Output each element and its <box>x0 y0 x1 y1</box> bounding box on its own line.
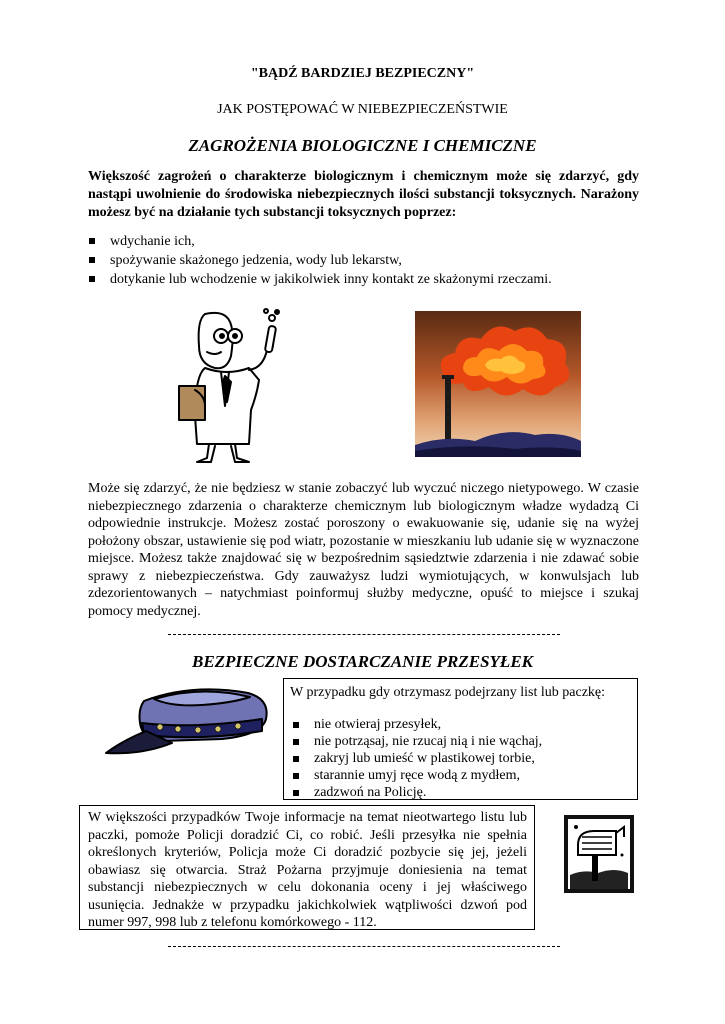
document-title: "BĄDŹ BARDZIEJ BEZPIECZNY" <box>250 66 475 81</box>
section-heading-hazards: ZAGROŻENIA BIOLOGICZNE I CHEMICZNE <box>188 136 537 155</box>
mail-instructions-list <box>292 716 542 801</box>
document-subtitle: JAK POSTĘPOWAĆ W NIEBEZPIECZEŃSTWIE <box>217 102 508 117</box>
suspicious-mail-box <box>283 678 638 800</box>
box-lead-text: W przypadku gdy otrzymasz podejrzany list lub paczkę: <box>290 685 606 700</box>
separator <box>168 946 560 947</box>
list-item: zakryj lub umieść w plastikowej torbie, <box>292 750 542 767</box>
police-advice-box <box>79 805 535 930</box>
list-item: starannie umyj ręce wodą z mydłem, <box>292 767 542 784</box>
police-cap-illustration <box>102 683 278 759</box>
list-item: nie potrząsaj, nie rzucaj nią i nie wąchaj, <box>292 733 542 750</box>
list-item: zadzwoń na Policję. <box>292 784 542 801</box>
list-item: wdychanie ich, <box>88 232 648 251</box>
list-item: spożywanie skażonego jedzenia, wody lub lekarstw, <box>88 251 648 270</box>
exposure-list <box>88 232 648 289</box>
section-heading-mail: BEZPIECZNE DOSTARCZANIE PRZESYŁEK <box>191 652 533 671</box>
list-item: nie otwieraj przesyłek, <box>292 716 542 733</box>
separator <box>168 634 560 635</box>
list-item: dotykanie lub wchodzenie w jakikolwiek inny kontakt ze skażonymi rzeczami. <box>88 270 648 289</box>
scientist-illustration <box>165 306 295 468</box>
mailbox-illustration <box>564 815 634 893</box>
hazard-info-paragraph: Może się zdarzyć, że nie będziesz w stanie zobaczyć lub wyczuć niczego nietypowego. W czasie niebezpiecznego zdarzenia o charakterze chemicznym lub biologicznym władze wydadzą Ci odpowiednie instrukcje. Możesz zostać poroszony o ewakuowanie się, udanie się na wyżej położony obszar, ustawienie się pod wiatr, pozostanie w mieszkaniu lub udanie się w wyznaczone miejsce. Możesz także znajdować się w bezpośrednim sąsiedztwie zdarzenia i nie zdawać sobie sprawy z niebezpieczeństwa. Gdy zauważysz ludzi wymiotujących, w konwulsjach lub zdezorientowanych – natychmiast poinformuj służby medyczne, opuść to miejsce i szukaj pomocy medycznej. <box>88 481 639 619</box>
factory-smoke-illustration <box>415 311 581 457</box>
police-advice-text: W większości przypadków Twoje informacje na temat nieotwartego listu lub paczki, pomoże Policji doradzić Ci, co robić. Jeśli przesyłka nie spełnia określonych kryteriów, Policja może Ci doradzić pozbycie się jej, jeżeli obawiasz się otwarcia. Straż Pożarna przyjmuje doniesienia na temat substancji niebezpiecznych w celu dokonania oceny i jej właściwego usunięcia. Jednakże w przypadku jakichkolwiek wątpliwości dzwoń pod numer 997, 998 lub z telefonu komórkowego - 112. <box>88 810 527 930</box>
intro-paragraph: Większość zagrożeń o charakterze biologicznym i chemicznym może się zdarzyć, gdy nastąpi uwolnienie do środowiska niebezpiecznych ilości substancji toksycznych. Narażony możesz być na działanie tych substancji toksycznych poprzez: <box>88 169 639 220</box>
